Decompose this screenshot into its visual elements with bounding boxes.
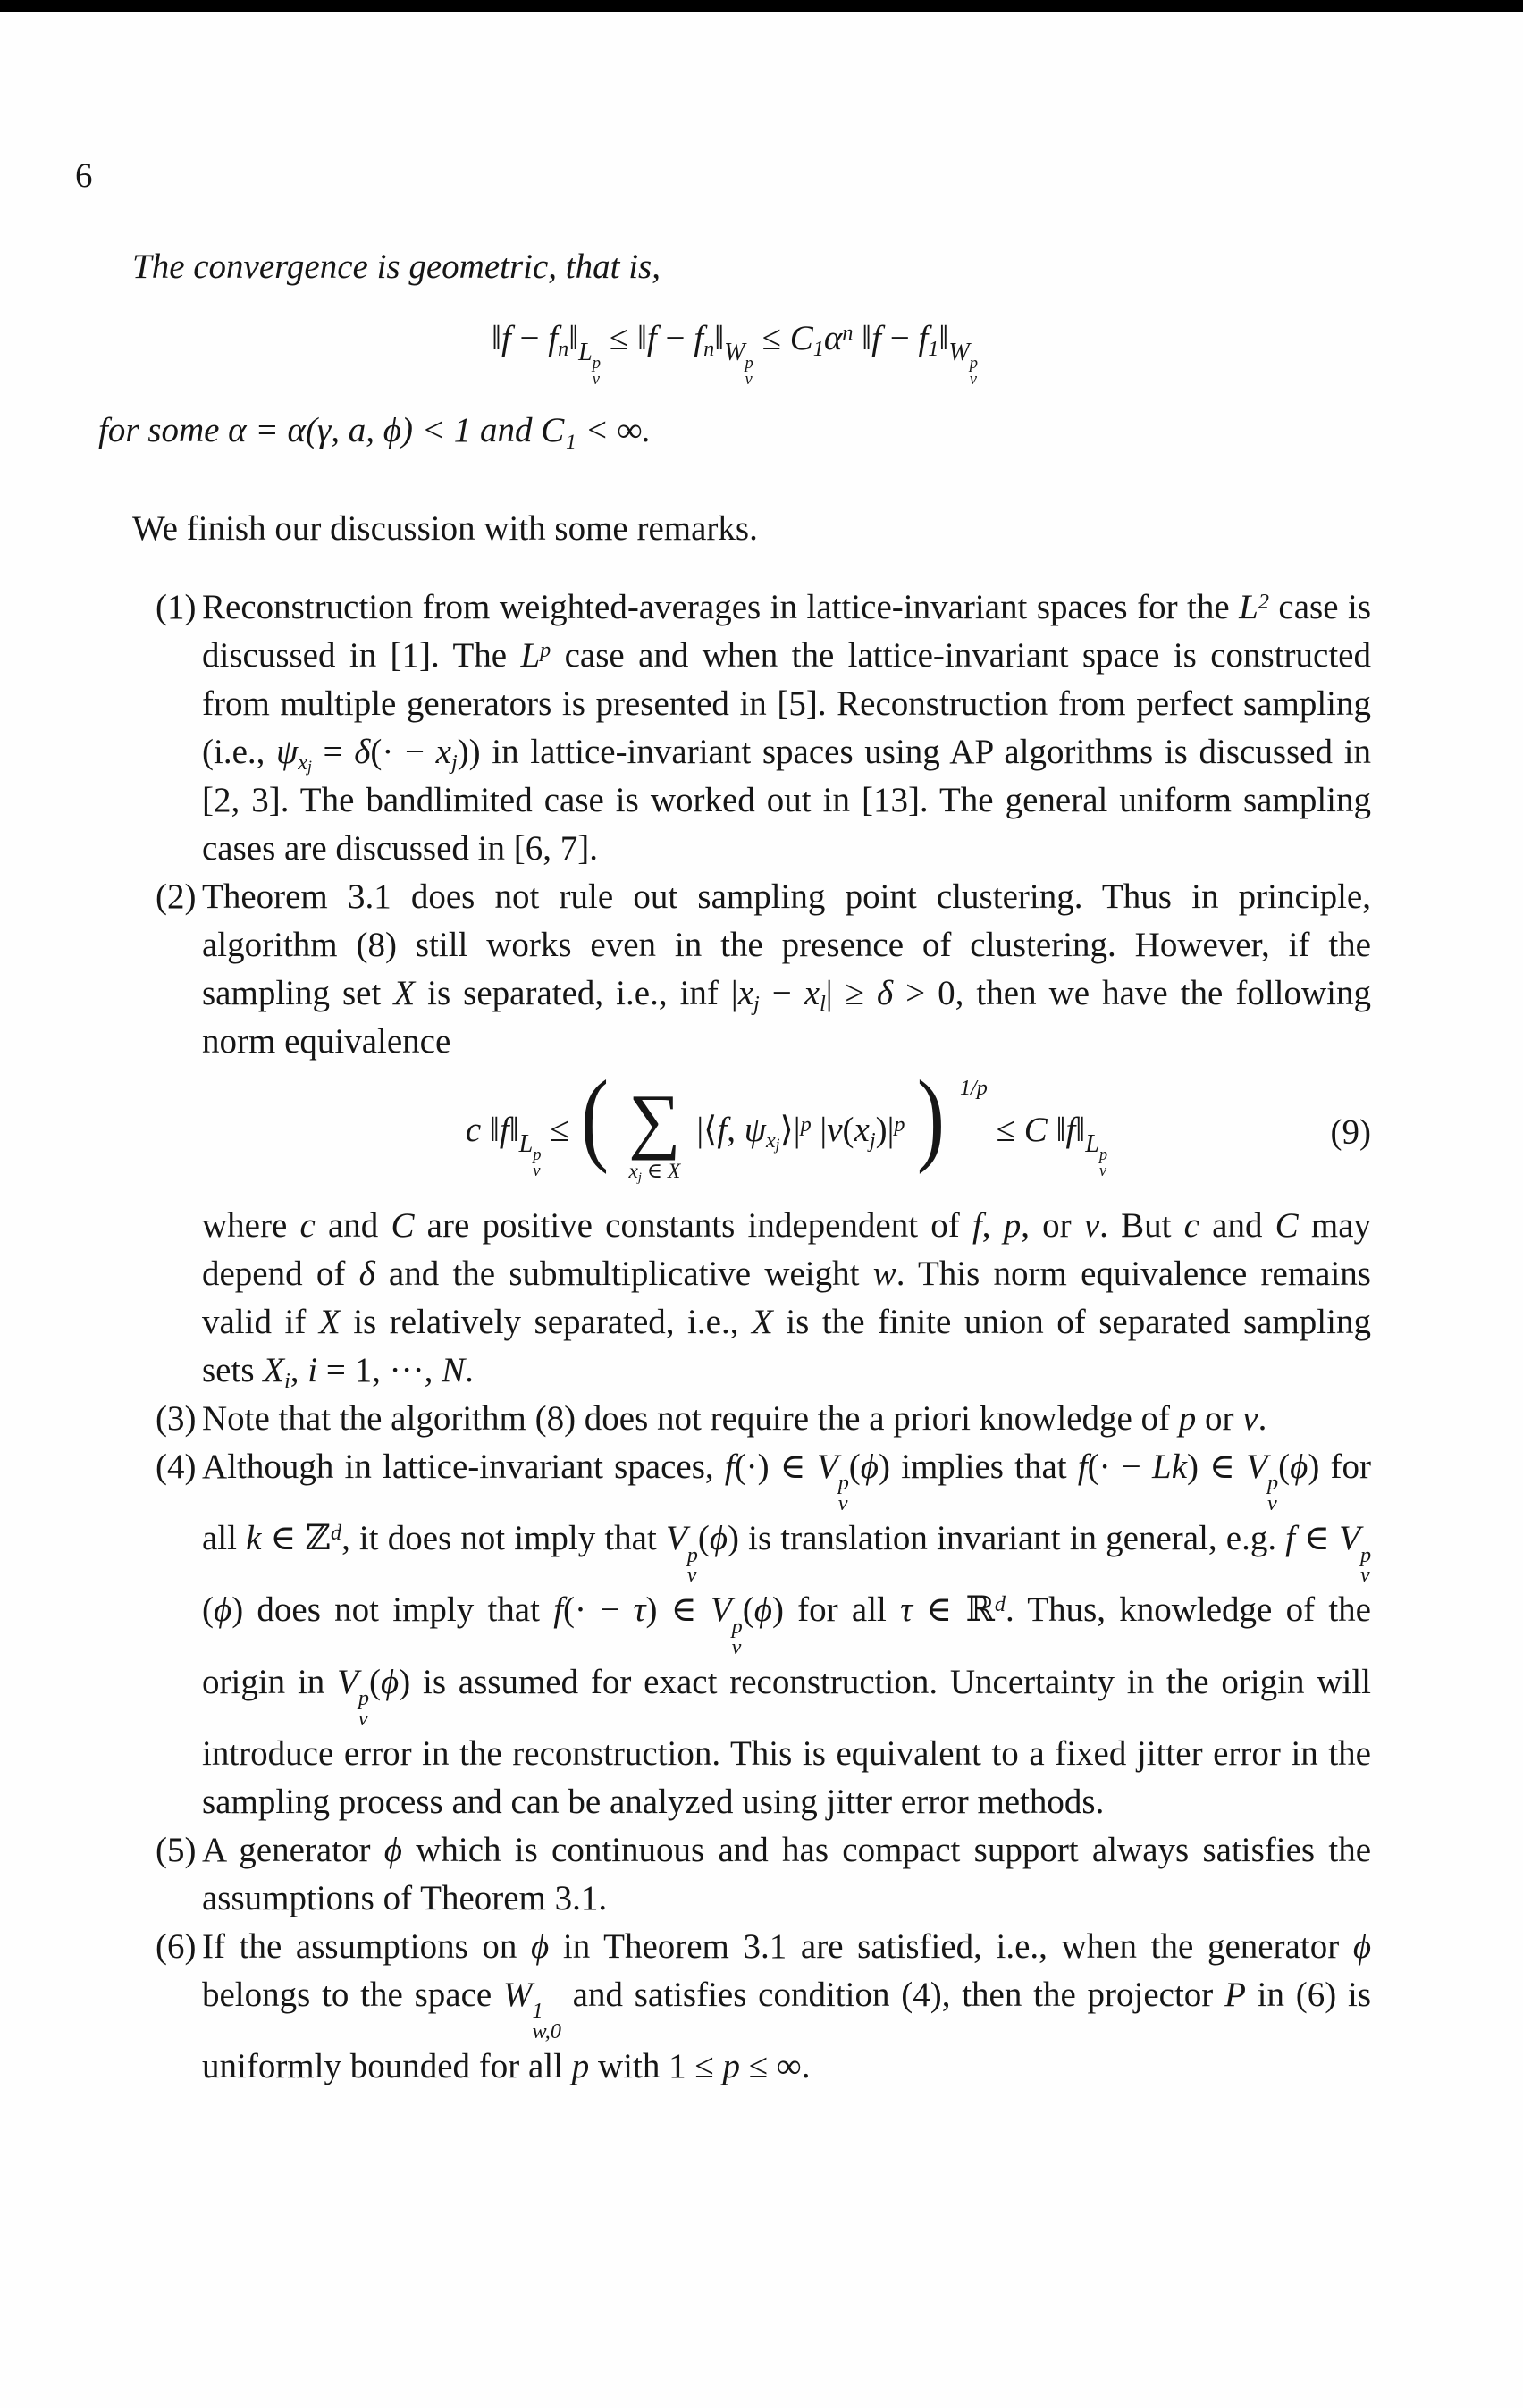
summation	[628, 1079, 681, 1186]
display-equation-1	[98, 315, 1371, 387]
remark-body	[202, 873, 1371, 1395]
remark-item-3	[98, 1395, 1371, 1443]
remark-label: (4)	[156, 1447, 197, 1486]
remark-item-2	[98, 873, 1371, 1395]
equation-9-middle: |⟨f, $\psi x_j⟩|^p$ $|\nu(xj)|^p$	[696, 1111, 905, 1154]
remark-label: (1)	[156, 588, 197, 627]
remark-body: A generator ϕ which is continuous and has compact support always satisfies the assumptions of Theorem 3.1.	[202, 1830, 1372, 1917]
equation-number: (9)	[1330, 1112, 1371, 1152]
display-equation-9	[202, 1059, 1371, 1186]
remark-label: (2)	[156, 877, 197, 917]
remarks-intro: We finish our discussion with some remarks.	[132, 509, 758, 549]
remark-2-text-after: where c and C are positive constants independent of f, p, or ν. But c and C may depend of δ and the submultiplicative weight w. This norm equivalence remains valid if X is relatively separated, i.e., X is the finite union of separated sampling sets Xi, i = 1, ···, N.	[202, 1205, 1372, 1393]
remark-body: If the assumptions on ϕ in Theorem 3.1 are satisfied, i.e., when the generator ϕ belongs to the space W 1 w,0 and satisfies condition (4), then the projector P in (6) is uniformly bounded for all p with 1 ≤ p ≤ ∞.	[202, 1926, 1372, 2086]
sum-symbol: ∑	[628, 1079, 681, 1162]
equation-1-body: ‖f − $fn‖_{L p \nu}$ ≤ ‖f − $fn‖_{W p \nu}$ ≤ $C1\alpha^n$ ‖f − $f1‖_{W p \nu}$	[491, 319, 978, 389]
page-number: 6	[75, 156, 93, 195]
remark-body: Reconstruction from weighted-averages in lattice-invariant spaces for the $L^2$ case is discussed in [1]. The $L^p$ case and when the lattice-invariant space is constructed from multiple generators is presented in [5]. Reconstruction from perfect sampling (i.e., $\psi x_j = \delta(\cdot - xj)$) in lattice-invariant spaces using AP algorithms is discussed in [2, 3]. The bandlimited case is worked out in [13]. The general uniform sampling cases are discussed in [6, 7].	[202, 588, 1371, 868]
remark-label: (3)	[156, 1398, 197, 1438]
remark-item-5	[98, 1826, 1371, 1923]
remark-item-4	[98, 1443, 1371, 1826]
lead-closing: for some α = α(γ, a, ϕ) < 1 and C₁ < ∞.	[98, 411, 652, 450]
remarks-list	[98, 583, 1371, 2091]
sum-limits: xj ∈ X	[628, 1160, 681, 1186]
scan-edge-artifact	[0, 0, 1523, 12]
remark-body: Although in lattice-invariant spaces, f(·) ∈ V p ν (ϕ) implies that f(· − Lk) ∈ V p ν (ϕ) for all k ∈ ℤ$^d$, it does not imply that V p ν (ϕ) is translation invariant in general, e.g. f ∈ V p ν (ϕ) does not imply that f(· − τ) ∈ V p ν (ϕ) for all τ ∈ ℝ$^d$. Thus, knowledge of the origin in V p ν (ϕ) is assumed for exact reconstruction. Uncertainty in the origin will introduce error in the reconstruction. This is equivalent to a fixed jitter error in the sampling process and can be analyzed using jitter error methods.	[202, 1447, 1372, 1821]
page-content	[98, 243, 1371, 2091]
lead-paragraph: The convergence is geometric, that is,	[132, 248, 661, 286]
remark-item-1	[98, 583, 1371, 873]
remark-body: Note that the algorithm (8) does not require the a priori knowledge of p or ν.	[202, 1398, 1267, 1438]
equation-9-body: c $‖f‖_{L p \nu}$ ≤ ( ∑ xj ∈ X |⟨f, $\psi x_j⟩|^p$ $|\nu(xj)|^p$ ) $^{1/p}$ ≤ C $‖f‖_{L p \nu}$	[465, 1059, 1108, 1186]
equation-9-left: c $‖f‖_{L p \nu}$ ≤	[465, 1111, 578, 1180]
remark-item-6	[98, 1923, 1371, 2091]
remark-label: (6)	[156, 1926, 197, 1966]
equation-exponent: 1/p	[959, 1076, 988, 1101]
equation-9-right: ≤ C $‖f‖_{L p \nu}$	[996, 1111, 1108, 1180]
remark-label: (5)	[156, 1830, 197, 1869]
remark-2-text-before: Theorem 3.1 does not rule out sampling point clustering. Thus in principle, algorithm (8) still works even in the presence of clustering. However, if the sampling set X is separated, i.e., inf |xj − xl| ≥ δ > 0, then we have the following norm equivalence	[202, 877, 1371, 1061]
